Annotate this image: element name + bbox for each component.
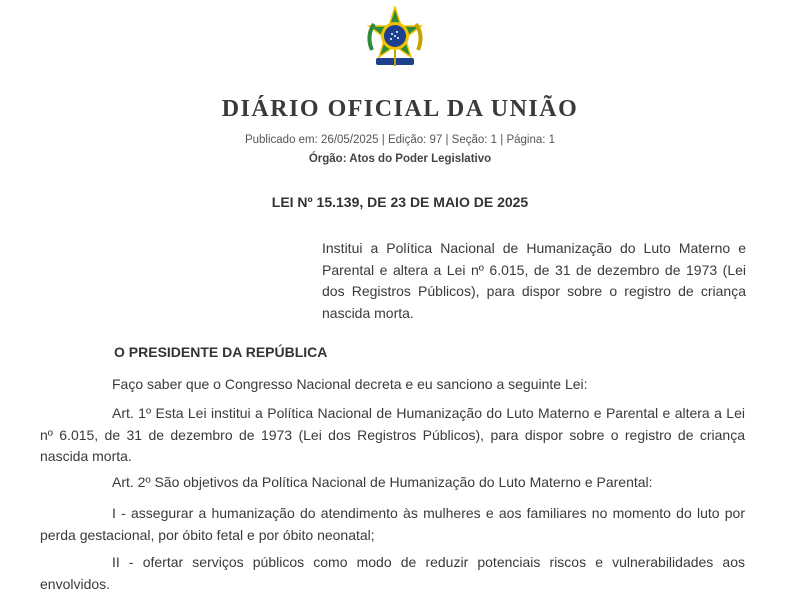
coat-of-arms-icon bbox=[358, 6, 432, 70]
publication-title: DIÁRIO OFICIAL DA UNIÃO bbox=[221, 96, 579, 122]
article-2: Art. 2º São objetivos da Política Nacional de Humanização do Luto Materno e Parental: bbox=[112, 474, 653, 490]
publication-metadata: Publicado em: 26/05/2025 | Edição: 97 | Seção: 1 | Página: 1 bbox=[244, 134, 556, 146]
law-title: LEI Nº 15.139, DE 23 DE MAIO DE 2025 bbox=[271, 194, 529, 210]
law-summary: Institui a Política Nacional de Humanização do Luto Materno e Parental e altera a Lei nº 6.015, de 31 de dezembro de 1973 (Lei dos Registros Públicos), para dispor sobre o registro de criança nascida morta. bbox=[322, 240, 746, 321]
issuing-body: Órgão: Atos do Poder Legislativo bbox=[308, 153, 492, 165]
article-2-item-i: I - assegurar a humanização do atendimento às mulheres e aos familiares no momento do luto por perda gestacional, por óbito fetal e por óbito neonatal; bbox=[40, 505, 745, 543]
decree-paragraph: Faço saber que o Congresso Nacional decreta e eu sanciono a seguinte Lei: bbox=[112, 376, 588, 392]
president-heading: O PRESIDENTE DA REPÚBLICA bbox=[114, 344, 328, 360]
article-2-item-ii: II - ofertar serviços públicos como modo de reduzir potenciais riscos e vulnerabilidades aos envolvidos. bbox=[40, 554, 745, 592]
article-1: Art. 1º Esta Lei institui a Política Nacional de Humanização do Luto Materno e Parental e altera a Lei nº 6.015, de 31 de dezembro de 1973 (Lei dos Registros Públicos), para dispor sobre o registro de criança nascida morta. bbox=[40, 405, 745, 464]
